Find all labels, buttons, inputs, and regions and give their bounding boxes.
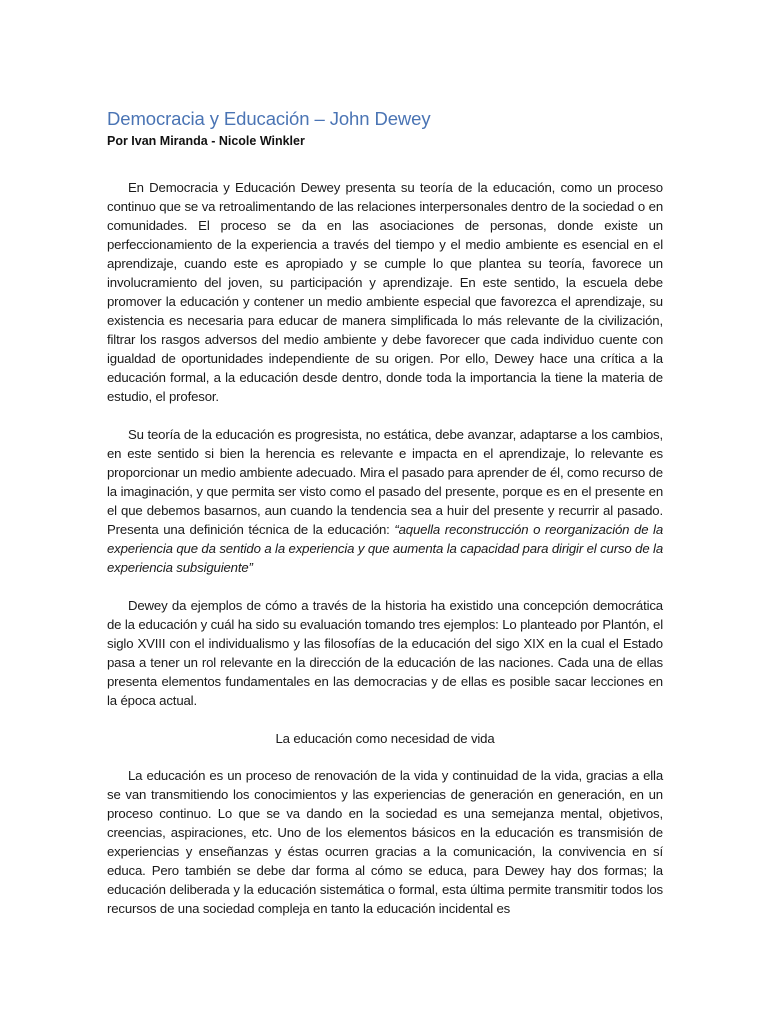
document-title: Democracia y Educación – John Dewey [107,108,431,129]
document-authors: Por Ivan Miranda - Nicole Winkler [107,134,305,148]
paragraph-3: Dewey da ejemplos de cómo a través de la historia ha existido una concepción democrática de la educación y cuál ha sido su evaluación tomando tres ejemplos: Lo planteado por Plantón, el siglo XVIII con el individualismo y las filosofías de la educación del sigo XIX en la cual el Estado pasa a tener un rol relevante en la dirección de la educación de las naciones. Cada una de ellas presenta elementos fundamentales en las democracias y de ellas es posible sacar lecciones en la época actual. [107,598,663,708]
paragraph-2 [107,425,663,577]
paragraph-2-text: Su teoría de la educación es progresista, no estática, debe avanzar, adaptarse a los cambios, en este sentido si bien la herencia es relevante e impacta en el aprendizaje, lo relevante es proporcionar un medio ambiente adecuado. Mira el pasado para aprender de él, como recurso de la imaginación, y que permita ser visto como el pasado del presente, porque es en el presente en el que debemos basarnos, aun cuando la tendencia sea a huir del presente y recurrir al pasado. Presenta una definición técnica de la educación: [107,427,663,537]
paragraph-1: En Democracia y Educación Dewey presenta su teoría de la educación, como un proceso continuo que se va retroalimentando de las relaciones interpersonales dentro de la sociedad o en comunidades. El proceso se da en las asociaciones de personas, donde existe un perfeccionamiento de la experiencia a través del tiempo y el medio ambiente es esencial en el aprendizaje, cuando este es apropiado y se cumple lo que plantea su teoría, favorece un involucramiento del joven, su participación y aprendizaje. En este sentido, la escuela debe promover la educación y contener un medio ambiente especial que favorezca el aprendizaje, su existencia es necesaria para educar de manera simplificada lo más relevante de la civilización, filtrar los rasgos adversos del medio ambiente y debe favorecer que cada individuo cuente con igualdad de oportunidades independiente de su origen. Por ello, Dewey hace una crítica a la educación formal, a la educación desde dentro, donde toda la importancia la tiene la materia de estudio, el profesor. [107,180,663,404]
paragraph-4: La educación es un proceso de renovación de la vida y continuidad de la vida, gracias a ella se van transmitiendo los conocimientos y las experiencias de generación en generación, en un proceso continuo. Lo que se va dando en la sociedad es una semejanza mental, objetivos, creencias, aspiraciones, etc. Uno de los elementos básicos en la educación es transmisión de experiencias y enseñanzas y éstas ocurren gracias a la comunicación, la convivencia en sí educa. Pero también se debe dar forma al cómo se educa, para Dewey hay dos formas; la educación deliberada y la educación sistemática o formal, esta última permite transmitir todos los recursos de una sociedad compleja en tanto la educación incidental es [107,768,663,916]
document-page [107,106,663,937]
section-heading: La educación como necesidad de vida [275,731,495,746]
paragraph-2-quote: “aquella reconstrucción o reorganización de la experiencia que da sentido a la experiencia y que aumenta la capacidad para dirigir el curso de la experiencia subsiguiente” [107,522,664,575]
